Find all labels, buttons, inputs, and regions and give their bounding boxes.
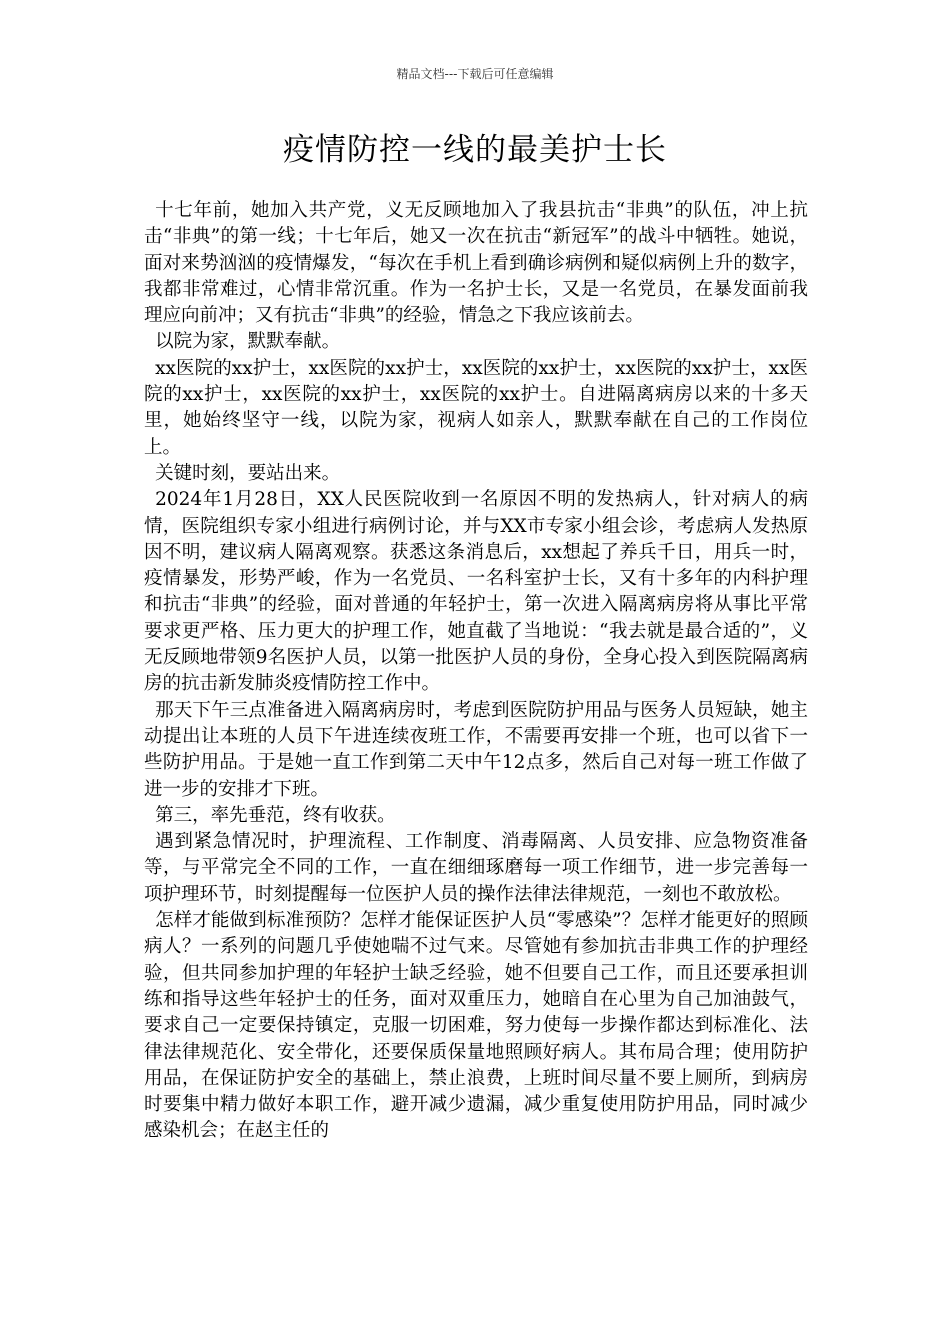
paragraph: 那天下午三点准备进入隔离病房时，考虑到医院防护用品与医务人员短缺，她主动提出让本班的人员下午进连续夜班工作，不需要再安排一个班，也可以省下一些防护用品。于是她一直工作到第二天中午12点多，然后自己对每一班工作做了进一步的安排才下班。 [144, 699, 808, 800]
header-note: 精品文档---下载后可任意编辑 [396, 67, 554, 81]
document-body [144, 198, 808, 1145]
paragraph: 第三，率先垂范，终有收获。 [155, 804, 396, 826]
paragraph: 怎样才能做到标准预防？怎样才能保证医护人员“零感染”？怎样才能更好的照顾病人？一系列的问题几乎使她喘不过气来。尽管她有参加抗击非典工作的护理经验，但共同参加护理的年轻护士缺乏经验，她不但要自己工作，而且还要承担训练和指导这些年轻护士的任务，面对双重压力，她暗自在心里为自己加油鼓气，要求自己一定要保持镇定，克服一切困难，努力使每一步操作都达到标准化、法律法律规范化、安全带化，还要保质保量地照顾好病人。其布局合理；使用防护用品，在保证防护安全的基础上，禁止浪费，上班时间尽量不要上厕所，到病房时要集中精力做好本职工作，避开减少遗漏，减少重复使用防护用品，同时减少感染机会；在赵主任的 [144, 910, 808, 1142]
paragraph: 2024年1月28日，XX人民医院收到一名原因不明的发热病人，针对病人的病情，医院组织专家小组进行病例讨论，并与XX市专家小组会诊，考虑病人发热原因不明，建议病人隔离观察。获悉这条消息后，xx想起了养兵千日，用兵一时，疫情暴发，形势严峻，作为一名党员、一名科室护士长，又有十多年的内科护理和抗击“非典”的经验，面对普通的年轻护士，第一次进入隔离病房将从事比平常要求更严格、压力更大的护理工作，她直截了当地说：“我去就是最合适的”，义无反顾地带领9名医护人员，以第一批医护人员的身份，全身心投入到医院隔离病房的抗击新发肺炎疫情防控工作中。 [144, 489, 808, 695]
paragraph: xx医院的xx护士，xx医院的xx护士，xx医院的xx护士，xx医院的xx护士，xx医院的xx护士，xx医院的xx护士，xx医院的xx护士。自进隔离病房以来的十多天里，她始终坚守一线，以院为家，视病人如亲人，默默奉献在自己的工作岗位上。 [144, 357, 808, 458]
paragraph: 遇到紧急情况时，护理流程、工作制度、消毒隔离、人员安排、应急物资准备等，与平常完全不同的工作，一直在细细琢磨每一项工作细节，进一步完善每一项护理环节，时刻提醒每一位医护人员的操作法律法律规范，一刻也不敢放松。 [144, 831, 808, 905]
document-title: 疫情防控一线的最美护士长 [283, 132, 667, 168]
paragraph: 以院为家，默默奉献。 [155, 331, 341, 353]
paragraph: 关键时刻，要站出来。 [155, 462, 341, 484]
paragraph: 十七年前，她加入共产党，义无反顾地加入了我县抗击“非典”的队伍，冲上抗击“非典”的第一线；十七年后，她又一次在抗击“新冠军”的战斗中牺牲。她说，面对来势汹汹的疫情爆发，“每次在手机上看到确诊病例和疑似病例上升的数字，我都非常难过，心情非常沉重。作为一名护士长，又是一名党员，在暴发面前我理应向前冲；又有抗击“非典”的经验，情急之下我应该前去。 [144, 200, 808, 327]
